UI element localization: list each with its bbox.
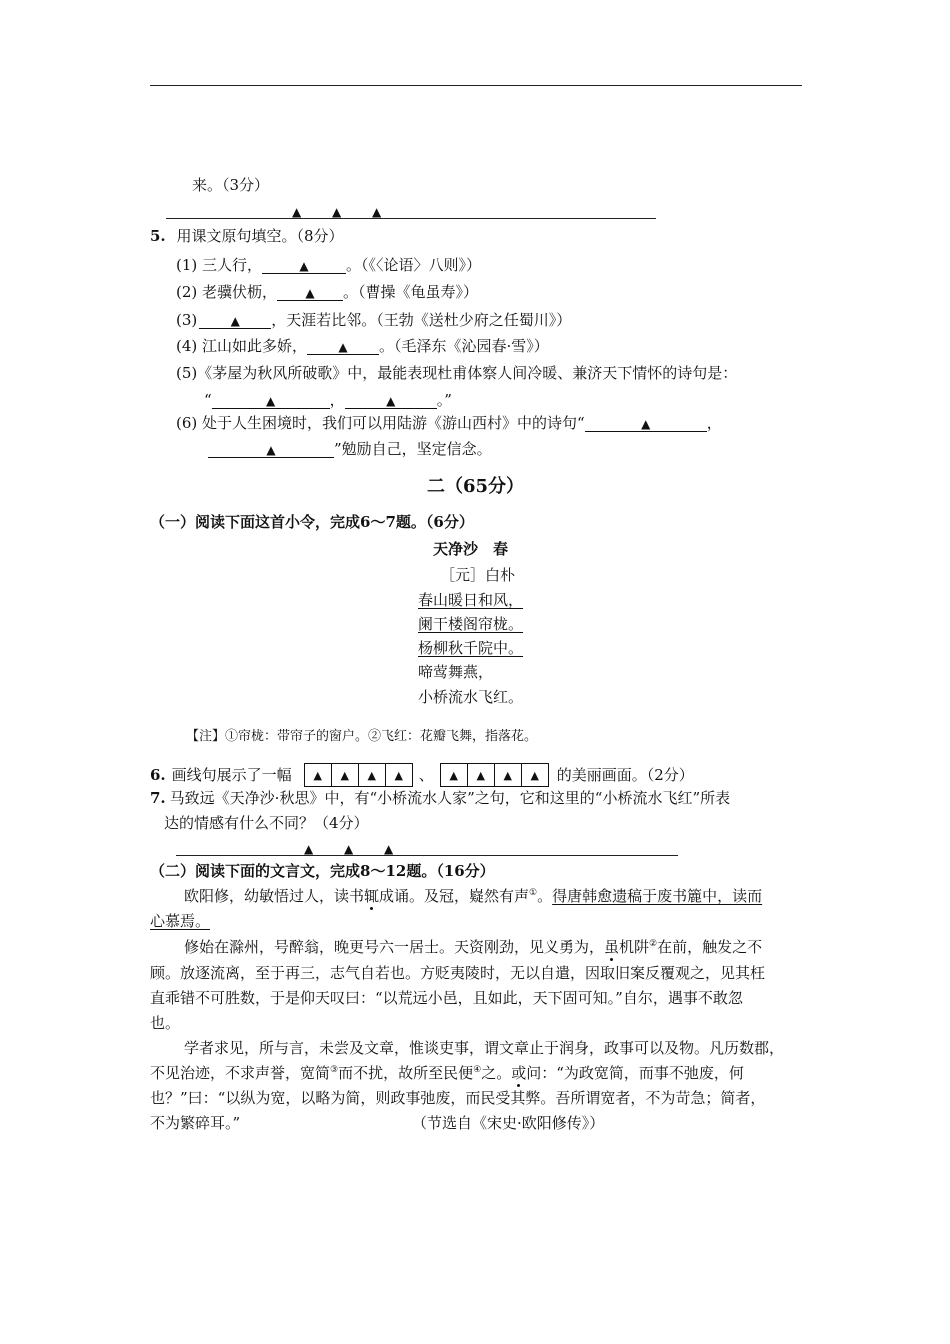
poem-author: ［元］白朴 — [440, 566, 516, 584]
q5-item-6: (6) 处于人生困境时，我们可以用陆游《游山西村》中的诗句“ ▲ ， — [176, 414, 722, 432]
answer-blank[interactable] — [585, 416, 707, 432]
q7-placeholder — [304, 841, 393, 856]
q5-item-5-answer: “ ▲ ， ▲ 。” — [204, 391, 452, 409]
q5-item-6-cont: ▲ ”勉励自己，坚定信念。 — [208, 442, 492, 458]
answer-box-1[interactable] — [304, 763, 413, 787]
passage-source: （节选自《宋史·欧阳修传》） — [412, 1114, 605, 1132]
poem-line-1: 春山暖日和风， — [418, 591, 524, 609]
q4-tail: 来。（3分） — [192, 176, 270, 194]
triangle-icon: ▲ — [641, 417, 651, 431]
q6: 6. 画线句展示了一幅 ▲ ▲ ▲ ▲ 、 ▲ ▲ ▲ ▲ 的美丽画面。（2分） — [150, 763, 694, 787]
answer-blank[interactable] — [212, 393, 330, 409]
poem-line-5: 小桥流水飞红。 — [418, 688, 524, 706]
triangle-icon: ▲ — [384, 842, 394, 856]
triangle-icon: ▲ — [292, 205, 302, 219]
triangle-icon: ▲ — [266, 394, 276, 408]
passage-p3-line4: 不为繁碎耳。” — [150, 1114, 241, 1132]
answer-box-2[interactable] — [440, 763, 549, 787]
poem-line-2: 阑干楼阁帘栊。 — [418, 615, 524, 633]
triangle-icon: ▲ — [305, 286, 315, 300]
triangle-icon: ▲ — [441, 764, 468, 786]
passage-p2-line1: 修始在滁州，号醉翁，晚更号六一居士。天资刚劲，见义勇为，虽机阱②在前，触发之不 — [184, 938, 763, 956]
triangle-icon: ▲ — [305, 764, 332, 786]
triangle-icon: ▲ — [344, 842, 354, 856]
triangle-icon: ▲ — [530, 768, 539, 782]
triangle-icon: ▲ — [332, 205, 342, 219]
answer-blank[interactable] — [277, 285, 343, 301]
q7-line-2: 达的情感有什么不同？（4分） — [164, 814, 369, 832]
q5-item-4: (4) 江山如此多娇， ▲ 。（毛泽东《沁园春·雪》） — [176, 337, 549, 355]
passage-p3-line2: 不见治迹，不求声誉，宽简③而不扰，故所至民便④之。或问：“为政宽简，而事不弛废，何 — [150, 1064, 744, 1082]
q5-stem: 5. 用课文原句填空。（8分） — [150, 227, 344, 245]
answer-blank[interactable] — [199, 313, 271, 329]
q5-item-1: (1) 三人行， ▲ 。（《〈论语〉八则》） — [176, 256, 482, 274]
passage-p2-line2: 顾。放逐流离，至于再三，志气自若也。方贬夷陵时，无以自遣，因取旧案反覆观之，见其枉 — [150, 964, 766, 982]
answer-blank[interactable] — [307, 339, 379, 355]
poem-title: 天净沙 春 — [433, 540, 509, 558]
passage-p1-line1: 欧阳修，幼敏悟过人，读书辄成诵。及冠，嶷然有声①。得唐韩愈遗稿于废书簏中，读而 — [184, 887, 763, 905]
triangle-icon: ▲ — [372, 205, 382, 219]
poem-line-3: 杨柳秋千院中。 — [418, 639, 524, 657]
q4-answer-line — [166, 218, 656, 219]
answer-blank[interactable] — [208, 442, 334, 458]
passage-p2-line3: 直乖错不可胜数，于是仰天叹曰：“以荒远小邑，且如此，天下固可知。”自尔，遇事不敢忽 — [150, 989, 743, 1007]
q5-item-3: (3) ▲ ，天涯若比邻。（王勃《送杜少府之任蜀川》） — [176, 311, 572, 329]
answer-blank[interactable] — [262, 258, 346, 274]
poem-note: 【注】①帘栊：带帘子的窗户。②飞红：花瓣飞舞，指落花。 — [186, 729, 538, 744]
triangle-icon: ▲ — [299, 259, 309, 273]
q7-answer-line — [176, 855, 678, 856]
q7-line-1: 7. 马致远《天净沙·秋思》中，有“小桥流水人家”之句，它和这里的“小桥流水飞红”所表 — [150, 789, 731, 807]
poem-line-4: 啼莺舞燕， — [418, 663, 494, 681]
triangle-icon: ▲ — [394, 768, 403, 782]
triangle-icon: ▲ — [495, 764, 522, 786]
triangle-icon: ▲ — [230, 314, 240, 328]
passage-p3-line1: 学者求见，所与言，未尝及文章，惟谈吏事，谓文章止于润身，政事可以及物。凡历数郡， — [184, 1039, 785, 1057]
triangle-icon: ▲ — [266, 443, 276, 457]
passage-p3-line3: 也？”曰：“以纵为宽，以略为简，则政事弛废，而民受其弊。吾所谓宽者，不为苛急；简者， — [150, 1089, 766, 1107]
part2-heading: （二）阅读下面的文言文，完成8～12题。（16分） — [150, 862, 495, 880]
triangle-icon: ▲ — [304, 842, 314, 856]
triangle-icon: ▲ — [359, 764, 386, 786]
triangle-icon: ▲ — [332, 764, 359, 786]
answer-blank[interactable] — [345, 393, 437, 409]
q5-item-5: (5)《茅屋为秋风所破歌》中，最能表现杜甫体察人间冷暖、兼济天下情怀的诗句是： — [176, 364, 738, 382]
part1-heading: （一）阅读下面这首小令，完成6～7题。（6分） — [150, 513, 474, 531]
passage-p2-line4: 也。 — [150, 1014, 181, 1032]
q4-placeholder — [292, 204, 381, 219]
section-heading: 二（65分） — [427, 476, 525, 497]
header-rule — [150, 85, 802, 86]
triangle-icon: ▲ — [386, 394, 396, 408]
triangle-icon: ▲ — [338, 340, 348, 354]
triangle-icon: ▲ — [468, 764, 495, 786]
passage-p1-line2: 心慕焉。 — [150, 912, 211, 930]
q5-item-2: (2) 老骥伏枥， ▲ 。（曹操《龟虽寿》） — [176, 283, 479, 301]
